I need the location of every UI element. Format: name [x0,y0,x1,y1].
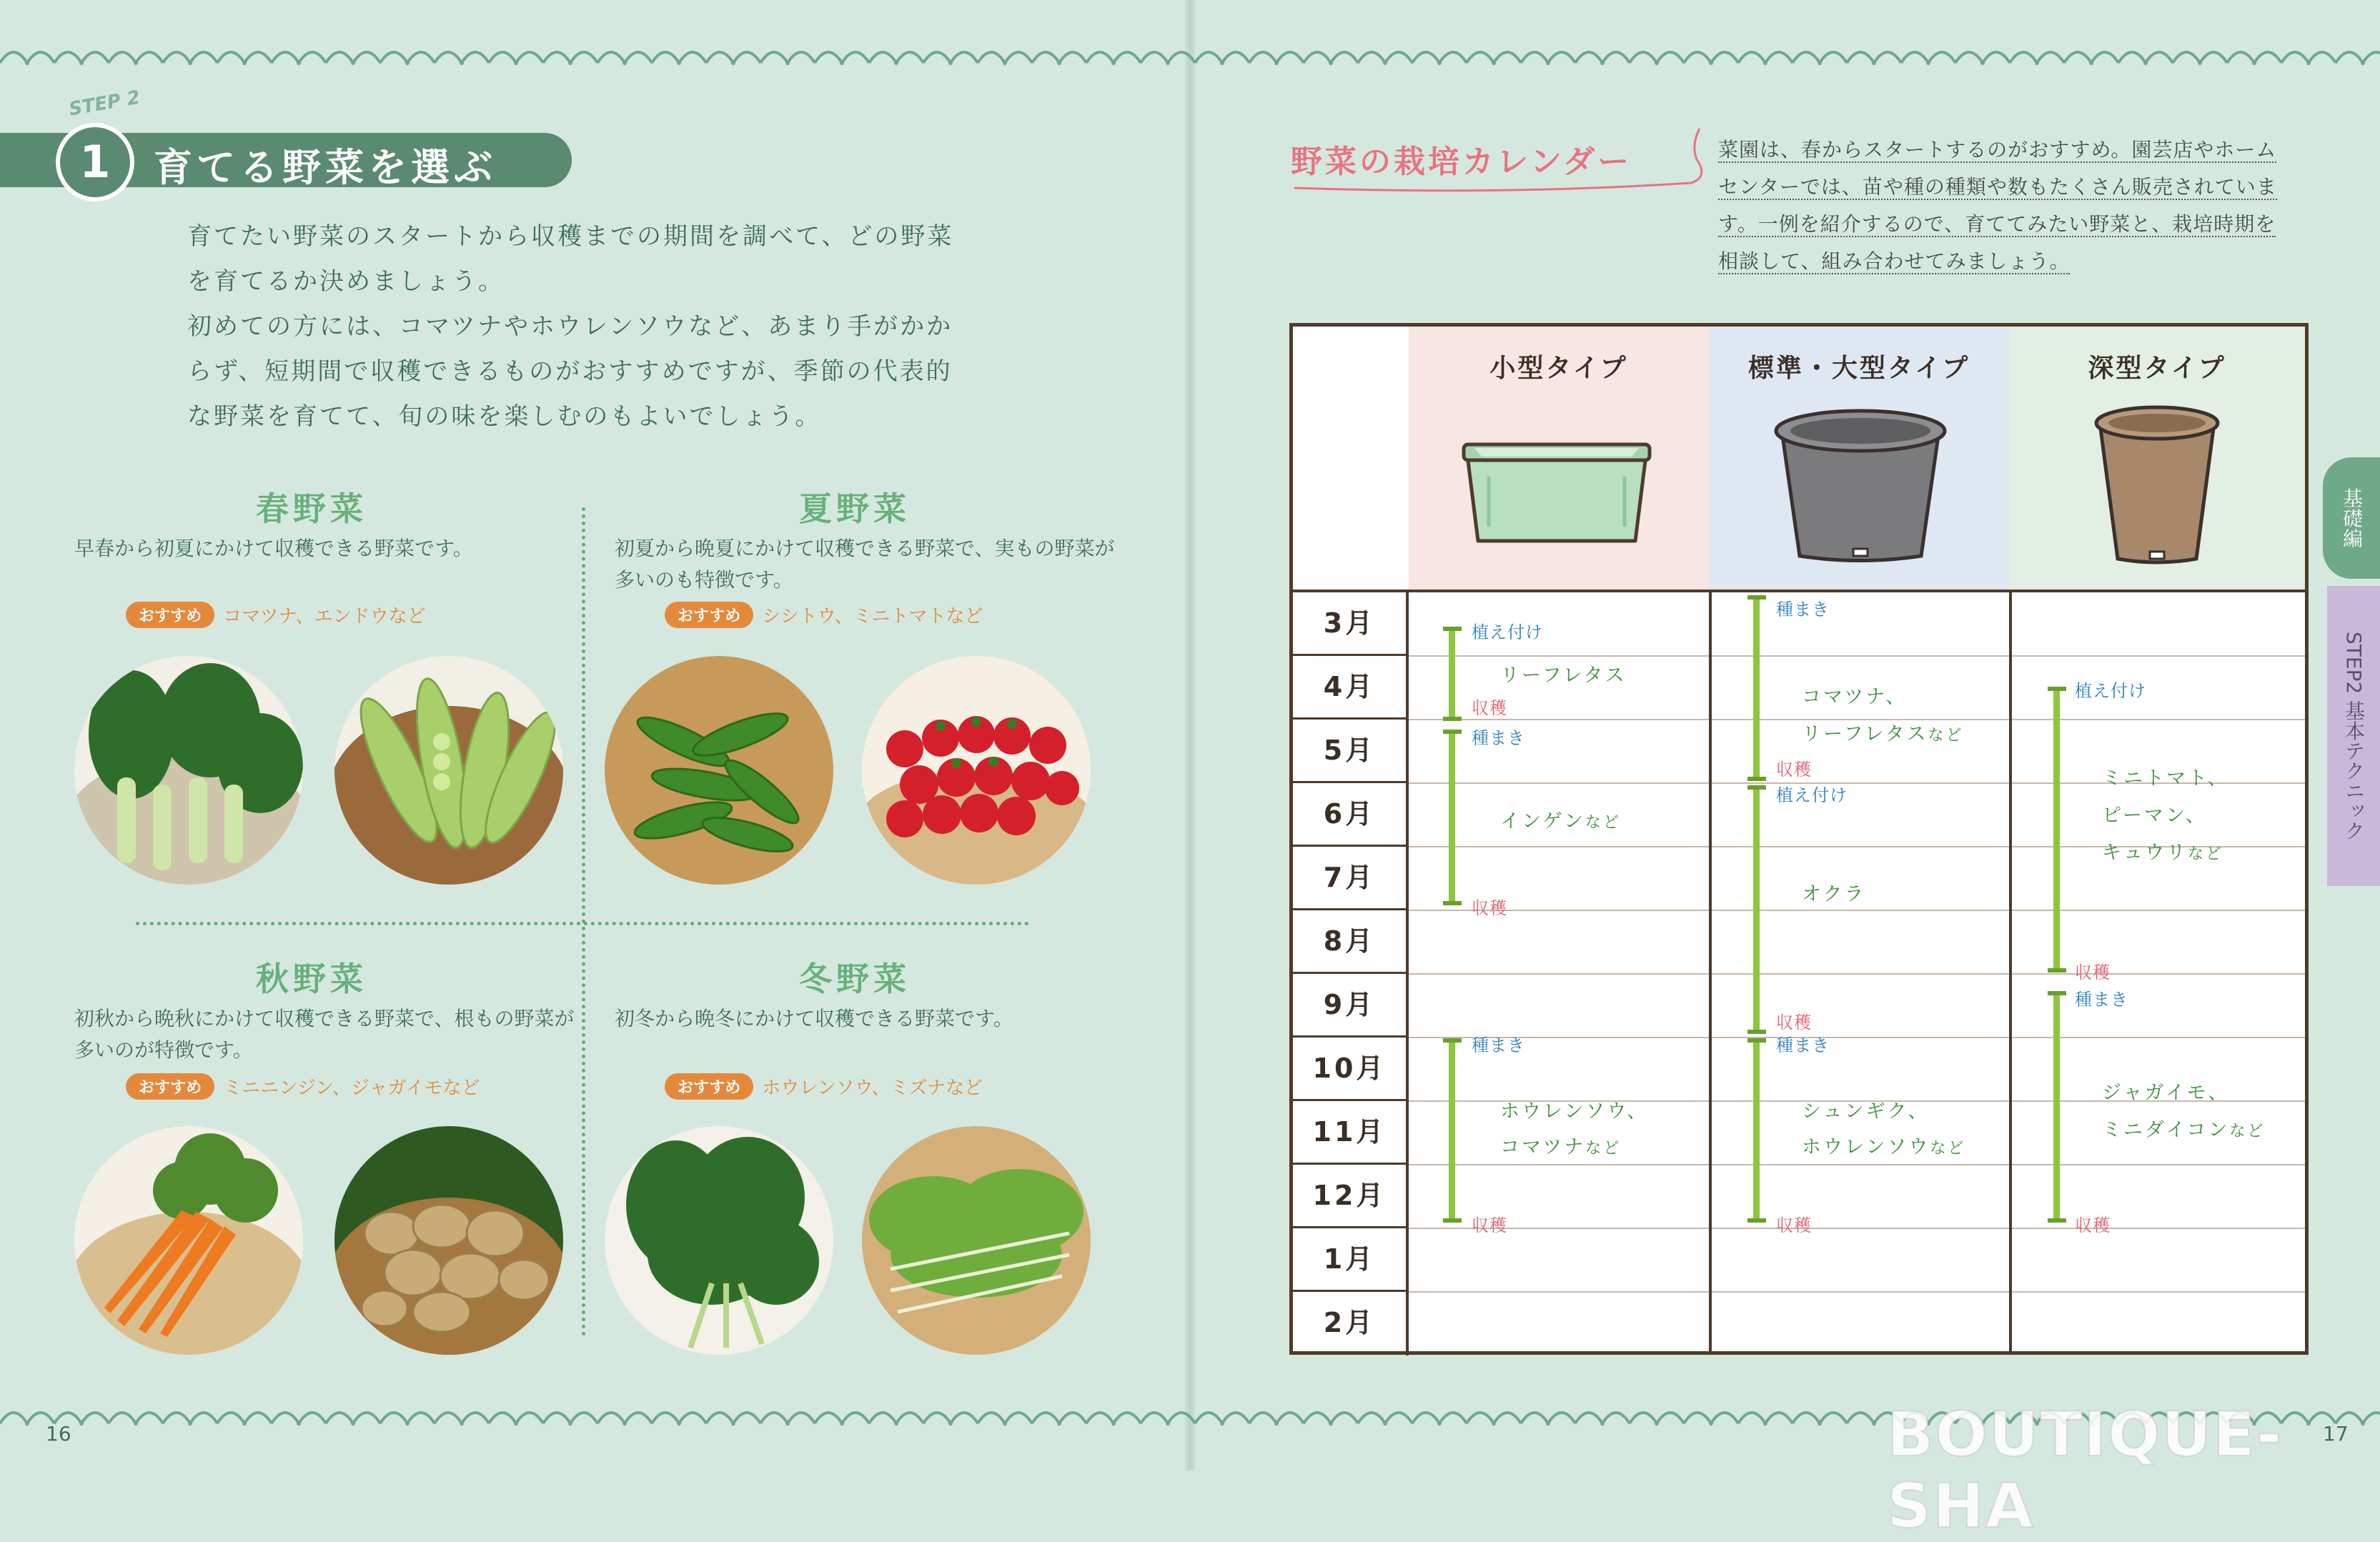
row-line [1409,910,2305,911]
col-title: 標準・大型タイプ [1747,354,1970,383]
crop-label: シュンギク、 [1802,1100,1930,1123]
crop-suffix: など [2229,1123,2266,1140]
bar-cap [1747,785,1766,790]
growth-bar [1753,787,1760,1033]
month-cell: 3月 [1293,592,1409,656]
month-cell: 2月 [1293,1292,1409,1356]
crop-label: コマツナ、 [1802,686,1908,708]
crop-label [1500,1131,1621,1159]
bar-cap [1443,1038,1462,1043]
row-line [1409,973,2305,975]
summer-title: 夏野菜 [799,489,911,528]
bar-cap [1747,1030,1766,1034]
month-cell: 8月 [1293,910,1409,974]
page-gutter [1185,0,1195,1471]
intro-line: 育てたい野菜のスタートから収穫までの期間を調べて、どの野菜 [187,222,954,251]
crop-suffix: など [1928,727,1964,745]
column-line [2009,592,2012,1351]
autumn-desc: 初秋から晩秋にかけて収穫できる野菜で、根もの野菜が多いのが特徴です。 [74,1007,575,1062]
plant-label: 植え付け [2075,681,2146,701]
recommend-badge: おすすめ [126,1073,214,1100]
bar-cap [2048,687,2066,691]
crop-label [1500,805,1621,833]
desc-line: 相談して、組み合わせてみましょう。 [1718,249,2071,273]
col-deep-type [2009,327,2305,592]
sow-label: 種まき [1776,600,1830,620]
crop-label [2102,1114,2265,1142]
snow-peas-photo [334,656,563,885]
crop-name: ホウレンソウ [1802,1136,1930,1158]
right-page-number: 17 [2323,1422,2349,1446]
crop-name: インゲン [1500,810,1585,832]
publisher-watermark: BOUTIQUE-SHA [1887,1399,2284,1542]
month-cell: 6月 [1293,783,1409,847]
harvest-label: 収穫 [1776,760,1812,780]
summer-recommend-text: シシトウ、ミニトマトなど [762,606,983,627]
bar-cap [2048,968,2066,973]
col-title: 深型タイプ [2088,354,2226,383]
recommend-badge: おすすめ [665,602,753,628]
title-bubble [1291,120,1720,199]
row-line [1409,1037,2305,1038]
month-cell: 7月 [1293,847,1409,910]
harvest-label: 収穫 [1472,698,1507,718]
growth-bar [2053,993,2060,1221]
row-line [1409,1164,2305,1165]
side-tab-basics[interactable]: 基礎編 [2323,457,2380,579]
autumn-recommend-text: ミニニンジン、ジャガイモなど [223,1078,480,1099]
sow-label: 種まき [1472,728,1525,748]
bar-cap [1443,1218,1462,1223]
corner-cell [1293,327,1412,592]
desc-line: す。一例を紹介するので、育ててみたい野菜と、栽培時期を [1718,212,2276,236]
row-line [1409,655,2305,657]
small-planter-icon [1460,434,1653,548]
crop-suffix: など [2188,845,2224,863]
sow-label: 種まき [2075,990,2128,1010]
crop-name: キュウリ [2102,842,2188,864]
cultivation-calendar [1289,323,2309,1355]
spring-recommend-text: コマツナ、エンドウなど [223,606,426,627]
month-cell: 12月 [1293,1165,1409,1228]
month-cell: 11月 [1293,1101,1409,1165]
crop-suffix: など [1585,814,1621,832]
recommend-badge: おすすめ [665,1073,753,1100]
month-cell: 5月 [1293,720,1409,783]
intro-line: 初めての方には、コマツナやホウレンソウなど、あまり手がかか [187,312,953,341]
left-page-number: 16 [46,1422,71,1446]
calendar-description [1718,131,2311,280]
crop-suffix: など [1930,1140,1966,1158]
row-line [1409,1228,2305,1229]
step-number: 1 [56,123,134,202]
month-cell: 4月 [1293,656,1409,720]
shishito-photo [605,656,833,885]
crop-label: ホウレンソウ、 [1500,1100,1649,1123]
bar-cap [2048,991,2066,995]
desc-line: 菜園は、春からスタートするのがおすすめ。園芸店やホーム [1718,138,2277,161]
row-line [1409,1291,2305,1293]
sow-label: 種まき [1776,1035,1830,1055]
growth-bar [1753,597,1760,780]
col-small-type [1409,327,1712,592]
top-scallop-border [0,41,2380,70]
harvest-label: 収穫 [2075,962,2111,983]
crop-name: コマツナ [1500,1136,1586,1158]
bar-cap [1747,777,1766,781]
growth-bar [1449,628,1455,720]
growth-bar [1449,731,1455,904]
intro-line: な野菜を育てて、旬の味を楽しむのもよいでしょう。 [187,402,822,431]
harvest-label: 収穫 [1776,1215,1812,1235]
crop-label: ピーマン、 [2102,805,2207,827]
month-cell: 9月 [1293,974,1409,1038]
bar-cap [1747,1038,1766,1043]
step-label: STEP 2 [67,86,142,121]
komatsuna-photo [74,656,303,885]
crop-label [1802,1131,1965,1159]
horizontal-divider [136,922,1029,925]
winter-title: 冬野菜 [799,960,911,998]
summer-desc: 初夏から晩夏にかけて収穫できる野菜で、実もの野菜が多いのも特徴です。 [615,537,1115,592]
plant-label: 植え付け [1472,622,1543,642]
crop-label [1802,718,1964,746]
crop-label: リーフレタス [1500,665,1627,687]
harvest-label: 収穫 [2075,1215,2111,1235]
spring-title: 春野菜 [256,489,367,528]
month-cell: 1月 [1293,1228,1409,1292]
crop-label: ジャガイモ、 [2102,1082,2230,1104]
mizuna-photo [862,1126,1091,1355]
spinach-photo [605,1126,833,1355]
growth-bar [1753,1040,1760,1221]
crop-label: ミニトマト、 [2102,767,2229,790]
deep-pot-icon [2089,398,2225,569]
recommend-badge: おすすめ [126,602,214,628]
harvest-label: 収穫 [1472,1215,1507,1235]
sow-label: 種まき [1472,1035,1525,1055]
side-tab-step2[interactable]: STEP2 基本テクニック [2327,586,2380,886]
crop-suffix: など [1585,1140,1622,1158]
column-line [1709,592,1712,1351]
intro-line: を育てるか決めましょう。 [187,267,505,296]
intro-text [187,214,1002,439]
harvest-label: 収穫 [1472,898,1507,918]
bar-cap [1443,730,1462,734]
mini-carrot-photo [74,1126,303,1355]
winter-recommend-text: ホウレンソウ、ミズナなど [762,1078,983,1099]
spring-desc: 早春から初夏にかけて収穫できる野菜です。 [74,537,473,560]
crop-name: リーフレタス [1802,723,1928,745]
bar-cap [1443,901,1462,905]
autumn-recommend [126,1073,480,1100]
winter-recommend [665,1073,983,1100]
col-standard-type [1709,327,2012,592]
bar-cap [1747,1218,1766,1223]
crop-label [2102,837,2223,865]
summer-recommend [665,602,983,628]
growth-bar [1449,1040,1455,1221]
bar-cap [2048,1218,2066,1223]
calendar-title: 野菜の栽培カレンダー [1291,144,1632,180]
harvest-label: 収穫 [1776,1013,1812,1033]
plant-label: 植え付け [1776,785,1848,805]
bar-cap [1747,595,1766,600]
month-cell: 10月 [1293,1038,1409,1101]
crop-name: ミニダイコン [2102,1119,2230,1141]
bar-cap [1443,717,1462,721]
winter-desc: 初冬から晩冬にかけて収穫できる野菜です。 [615,1007,1013,1030]
step-title: 育てる野菜を選ぶ [154,145,497,190]
standard-pot-icon [1767,402,1953,567]
autumn-title: 秋野菜 [256,960,367,998]
growth-bar [2053,688,2060,971]
col-title: 小型タイプ [1489,354,1628,383]
crop-label: オクラ [1802,883,1866,905]
cherry-tomato-photo [862,656,1091,885]
bar-cap [1443,627,1462,631]
intro-line: らず、短期間で収穫できるものがおすすめですが、季節の代表的 [187,357,953,386]
potato-photo [334,1126,563,1355]
desc-line: センターでは、苗や種の種類や数もたくさん販売されていま [1718,175,2277,199]
spring-recommend [126,602,426,628]
